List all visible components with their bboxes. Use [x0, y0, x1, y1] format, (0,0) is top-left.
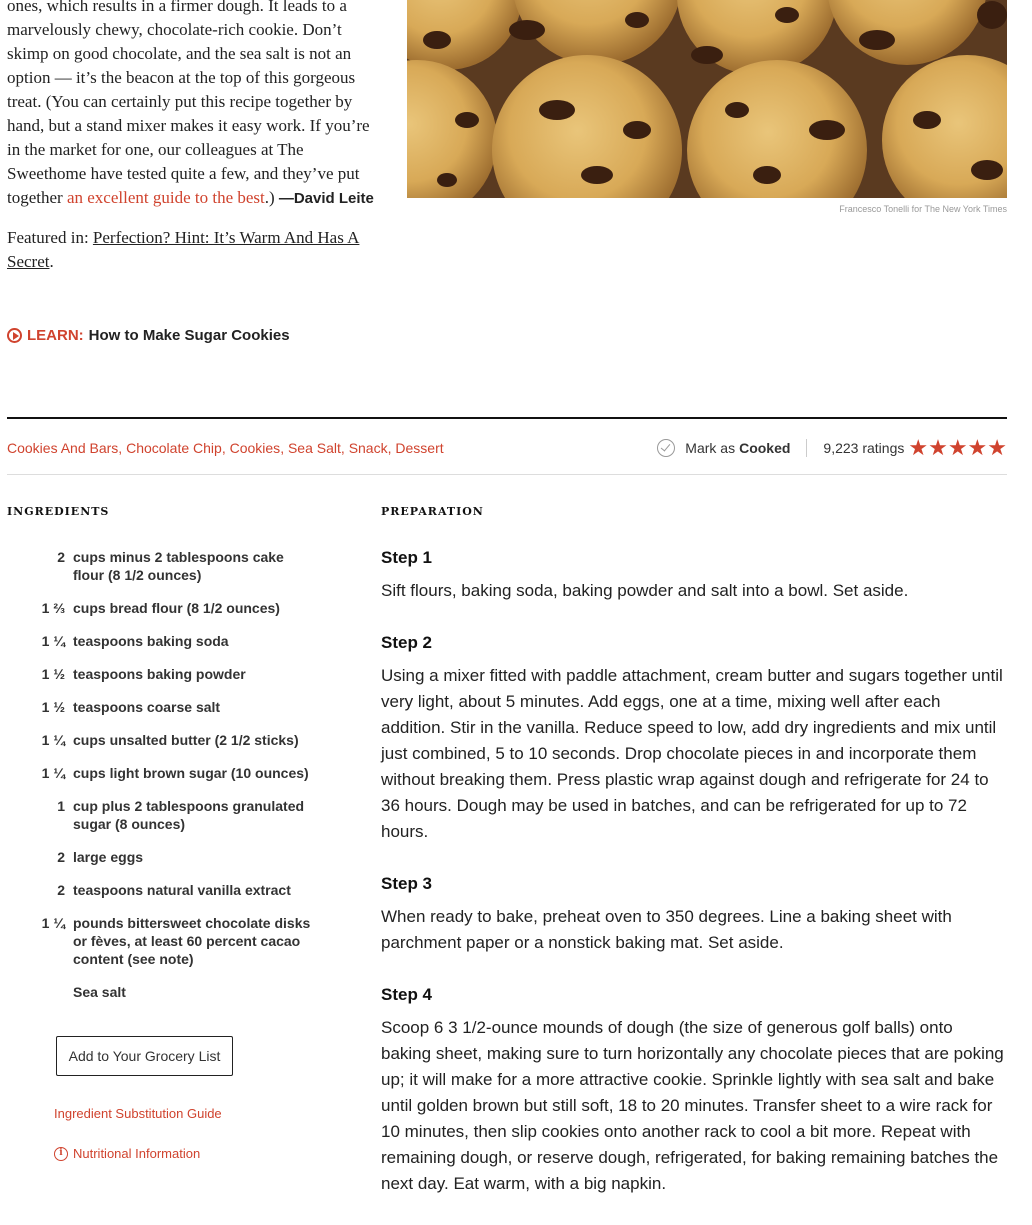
- ingredient-item: [7, 599, 327, 617]
- tag-separator: ,: [387, 440, 396, 456]
- mark-as-cooked-button[interactable]: [657, 439, 807, 457]
- ingredient-name: teaspoons natural vanilla extract: [73, 882, 291, 898]
- ingredient-item: [7, 665, 327, 683]
- photo-credit: Francesco Tonelli for The New York Times: [839, 204, 1007, 214]
- recipe-tags: [7, 440, 444, 456]
- tag-link[interactable]: Cookies: [229, 440, 281, 456]
- ingredient-item: [7, 731, 327, 749]
- learn-label: LEARN:: [27, 327, 84, 344]
- ingredient-qty: 1 ⅔: [41, 600, 65, 616]
- ingredient-item: [7, 698, 327, 716]
- step: [381, 873, 1007, 956]
- step-title: Step 3: [381, 874, 433, 893]
- cooked-label: Cooked: [739, 440, 791, 456]
- ingredient-qty: 1 ¼: [41, 732, 65, 748]
- ingredient-qty: 1 ¼: [41, 633, 65, 649]
- ingredients-heading: INGREDIENTS: [7, 505, 110, 518]
- ingredient-qty: 2: [57, 549, 65, 565]
- ratings-count: 9,223 ratings: [823, 440, 905, 456]
- tag-separator: ,: [340, 440, 349, 456]
- tag-link[interactable]: Cookies And Bars: [7, 440, 119, 456]
- featured-label: Featured in:: [7, 228, 93, 247]
- intro-text-end: .): [264, 188, 275, 207]
- recipe-photo: [407, 0, 1007, 198]
- preparation-steps: [381, 547, 1007, 1225]
- step: [381, 984, 1007, 1197]
- cookies-image: [407, 0, 1007, 198]
- ingredients-list: [7, 548, 327, 1016]
- ingredient-name: teaspoons coarse salt: [73, 699, 221, 715]
- sweethome-guide-link[interactable]: an excellent guide to the best: [66, 188, 265, 207]
- ingredient-item: [7, 914, 327, 968]
- ingredient-qty: 2: [57, 882, 65, 898]
- step: [381, 547, 1007, 604]
- preparation-heading: PREPARATION: [381, 505, 484, 518]
- ingredient-name: teaspoons baking powder: [73, 666, 246, 682]
- step-text: Using a mixer fitted with paddle attachment, cream butter and sugars together until very light, about 5 minutes. Add eggs, one at a time, mixing well after each addition. Stir in the vanilla. Reduce speed to low, add dry ingredients and mix until just combined, 5 to 10 seconds. Drop chocolate pieces in and incorporate them without breaking them. Press plastic wrap against dough and refrigerate for 24 to 36 hours. Dough may be used in batches, and can be refrigerated for up to 72 hours.: [381, 666, 1003, 841]
- ingredient-item: [7, 848, 327, 866]
- intro-paragraph: [7, 0, 382, 211]
- ingredient-item: [7, 548, 327, 584]
- ingredient-substitution-link[interactable]: Ingredient Substitution Guide: [54, 1106, 222, 1121]
- ingredient-name: Sea salt: [73, 984, 126, 1000]
- section-divider: [7, 417, 1007, 419]
- step-text: Sift flours, baking soda, baking powder and salt into a bowl. Set aside.: [381, 581, 909, 600]
- ingredient-name: cups bread flour (8 1/2 ounces): [73, 600, 280, 616]
- checkmark-circle-icon: [657, 439, 675, 457]
- ingredient-name: cups minus 2 tablespoons cake flour (8 1/2 ounces): [73, 549, 284, 583]
- step-text: When ready to bake, preheat oven to 350 degrees. Line a baking sheet with parchment paper or a nonstick baking mat. Set aside.: [381, 907, 952, 952]
- intro-text: ones, which results in a firmer dough. It leads to a marvelously chewy, chocolate-rich cookie. Don’t skimp on good chocolate, and the sea salt is not an option — it’s the beacon at the top of this gorgeous treat. (You can certainly put this recipe together by hand, but a stand mixer makes it easy work. If you’re in the market for one, our colleagues at The Sweethome have tested quite a few, and they’ve put together: [7, 0, 370, 207]
- ingredient-qty: 1: [57, 798, 65, 814]
- ingredient-item: [7, 797, 327, 833]
- ratings[interactable]: [823, 437, 1007, 459]
- featured-end: .: [49, 252, 54, 271]
- recipe-intro: [7, 0, 382, 280]
- cooked-prefix: Mark as: [685, 440, 736, 456]
- ingredient-qty: 1 ¼: [41, 765, 65, 781]
- tag-link[interactable]: Snack: [348, 440, 388, 456]
- ingredient-qty: [7, 983, 73, 1001]
- nutritional-information-label: Nutritional Information: [73, 1146, 201, 1161]
- tag-link[interactable]: Sea Salt: [287, 440, 341, 456]
- step-title: Step 2: [381, 633, 433, 652]
- ingredient-qty: 2: [57, 849, 65, 865]
- ingredient-item: [7, 983, 327, 1001]
- ingredient-name: pounds bittersweet chocolate disks or fèves, at least 60 percent cacao content (see note): [73, 915, 311, 967]
- tag-bar-divider: [7, 474, 1007, 475]
- star-rating-icon[interactable]: ★★★★★: [908, 435, 1007, 460]
- ingredient-name: cup plus 2 tablespoons granulated sugar (8 ounces): [73, 798, 305, 832]
- ingredient-name: teaspoons baking soda: [73, 633, 229, 649]
- ingredient-qty: 1 ½: [41, 666, 65, 682]
- nutritional-information-link[interactable]: [54, 1146, 200, 1161]
- recipe-actions: [657, 437, 1007, 459]
- step-title: Step 1: [381, 548, 433, 567]
- featured-in: [7, 226, 382, 274]
- ingredient-item: [7, 881, 327, 899]
- ingredient-name: large eggs: [73, 849, 144, 865]
- step-title: Step 4: [381, 985, 433, 1004]
- ingredient-name: cups unsalted butter (2 1/2 sticks): [73, 732, 299, 748]
- learn-link-row[interactable]: [7, 327, 290, 344]
- play-circle-icon: [7, 328, 22, 343]
- add-to-grocery-list-button[interactable]: Add to Your Grocery List: [56, 1036, 233, 1076]
- featured-article-link[interactable]: Perfection? Hint: It’s Warm And Has A Secret: [7, 228, 360, 271]
- ingredient-qty: 1 ½: [41, 699, 65, 715]
- step-text: Scoop 6 3 1/2-ounce mounds of dough (the size of generous golf balls) onto baking sheet, making sure to turn horizontally any chocolate pieces that are poking up; it will make for a more attractive cookie. Sprinkle lightly with sea salt and bake until golden brown but still soft, 18 to 20 minutes. Transfer sheet to a wire rack for 10 minutes, then slip cookies onto another rack to cool a bit more. Repeat with remaining dough, or reserve dough, refrigerated, for baking remaining batches the next day. Eat warm, with a big napkin.: [381, 1018, 1004, 1193]
- tag-separator: ,: [118, 440, 127, 456]
- learn-sugar-cookies-link[interactable]: How to Make Sugar Cookies: [88, 327, 290, 344]
- tag-link[interactable]: Dessert: [395, 440, 444, 456]
- tag-separator: ,: [280, 440, 288, 456]
- info-circle-icon: i: [54, 1147, 68, 1161]
- ingredient-item: [7, 632, 327, 650]
- byline: —David Leite: [274, 190, 374, 207]
- ingredient-qty: 1 ¼: [41, 915, 65, 931]
- tag-separator: ,: [221, 440, 230, 456]
- tag-link[interactable]: Chocolate Chip: [126, 440, 222, 456]
- tag-bar: [7, 432, 1007, 464]
- ingredient-item: [7, 764, 327, 782]
- step: [381, 632, 1007, 845]
- ingredient-name: cups light brown sugar (10 ounces): [73, 765, 309, 781]
